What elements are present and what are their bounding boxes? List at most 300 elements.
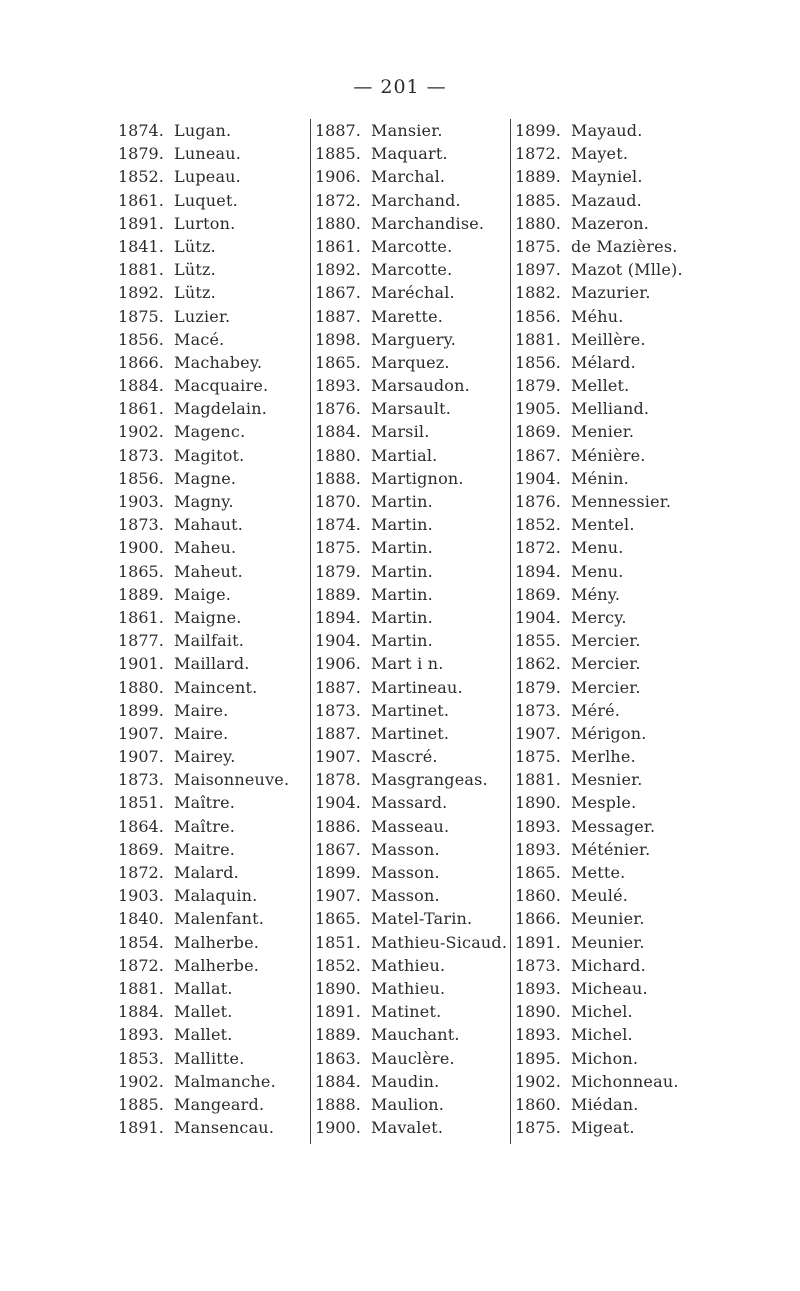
entry-name: Mart i n. xyxy=(371,654,444,674)
entry-name: Malard. xyxy=(174,863,239,882)
list-item xyxy=(511,142,691,165)
entry-name: Matel-Tarin. xyxy=(371,909,473,929)
entry-name: Mentel. xyxy=(571,515,635,535)
entry-year: 1907. xyxy=(315,886,361,906)
list-item xyxy=(511,536,691,559)
list-item xyxy=(118,258,308,281)
entry-year: 1890. xyxy=(315,978,361,998)
list-item xyxy=(511,1070,691,1093)
list-item xyxy=(311,1023,509,1046)
entry-name: Mercy. xyxy=(571,607,627,627)
entry-name: Mavalet. xyxy=(371,1118,444,1138)
list-item xyxy=(118,1000,308,1023)
entry-name: Martinet. xyxy=(371,723,450,743)
list-item xyxy=(118,513,308,536)
list-item xyxy=(118,1093,308,1116)
entry-name: Mallitte. xyxy=(174,1048,245,1068)
list-item xyxy=(118,838,308,861)
entry-year: 1889. xyxy=(118,584,164,604)
list-item xyxy=(118,745,308,768)
entry-name: Migeat. xyxy=(571,1118,635,1138)
entry-name: Maige. xyxy=(174,584,232,604)
entry-name: Marette. xyxy=(371,306,444,326)
entry-name: Malaquin. xyxy=(174,886,258,906)
list-item xyxy=(511,652,691,675)
entry-year: 1885. xyxy=(118,1094,164,1114)
entry-year: 1884. xyxy=(315,422,361,442)
entry-name: Meulé. xyxy=(571,886,629,906)
list-item xyxy=(511,490,691,513)
entry-year: 1873. xyxy=(515,700,561,720)
list-item xyxy=(511,1000,691,1023)
list-item xyxy=(511,513,691,536)
entry-year: 1875. xyxy=(315,538,361,558)
entry-name: Lugan. xyxy=(174,121,232,140)
entry-year: 1881. xyxy=(118,260,164,280)
list-item xyxy=(118,861,308,884)
entry-year: 1893. xyxy=(315,376,361,396)
list-item xyxy=(311,235,509,258)
entry-year: 1860. xyxy=(515,1094,561,1114)
entry-name: Michel. xyxy=(571,1002,633,1022)
entry-name: Martin. xyxy=(371,492,433,511)
entry-name: Mascré. xyxy=(371,747,438,767)
list-item xyxy=(311,444,509,467)
entry-name: Martignon. xyxy=(371,468,464,488)
entry-name: Martineau. xyxy=(371,677,463,697)
entry-name: Maire. xyxy=(174,700,229,720)
entry-name: Menier. xyxy=(571,422,635,442)
entry-name: Macé. xyxy=(174,329,225,349)
entry-year: 1872. xyxy=(515,538,561,558)
entry-name: Mélard. xyxy=(571,352,636,372)
list-item xyxy=(311,791,509,814)
list-item xyxy=(311,1047,509,1070)
entry-year: 1866. xyxy=(118,352,164,372)
entry-year: 1855. xyxy=(515,631,561,651)
list-item xyxy=(118,815,308,838)
entry-year: 1869. xyxy=(118,839,164,859)
entry-year: 1891. xyxy=(515,932,561,952)
list-item xyxy=(511,583,691,606)
list-item xyxy=(118,1023,308,1046)
list-item xyxy=(511,560,691,583)
entry-year: 1891. xyxy=(118,1118,164,1138)
entry-name: Marsaudon. xyxy=(371,376,470,396)
entry-year: 1867. xyxy=(315,283,361,303)
entry-year: 1873. xyxy=(118,445,164,465)
entry-year: 1861. xyxy=(118,607,164,627)
list-item xyxy=(511,467,691,490)
entry-year: 1885. xyxy=(515,190,561,210)
entry-name: Magenc. xyxy=(174,422,246,442)
entry-name: Méhu. xyxy=(571,306,624,326)
entry-name: Mathieu. xyxy=(371,978,446,998)
entry-year: 1901. xyxy=(118,654,164,674)
entry-name: Merlhe. xyxy=(571,747,636,767)
entry-year: 1886. xyxy=(315,816,361,836)
entry-name: Mailfait. xyxy=(174,631,245,651)
entry-name: Mazurier. xyxy=(571,283,651,303)
list-item xyxy=(311,861,509,884)
list-item xyxy=(511,1093,691,1116)
entry-year: 1876. xyxy=(315,399,361,419)
entry-name: Marchal. xyxy=(371,167,446,187)
entry-name: Magitot. xyxy=(174,445,245,465)
entry-year: 1907. xyxy=(118,747,164,767)
list-item xyxy=(118,606,308,629)
list-item xyxy=(511,1047,691,1070)
entry-year: 1856. xyxy=(515,306,561,326)
list-item xyxy=(311,142,509,165)
entry-name: Lütz. xyxy=(174,260,216,280)
entry-year: 1889. xyxy=(515,167,561,187)
column-3 xyxy=(510,119,691,1144)
entry-year: 1890. xyxy=(515,1002,561,1022)
list-item xyxy=(311,328,509,351)
list-item xyxy=(511,768,691,791)
entry-name: Marsil. xyxy=(371,422,430,442)
list-item xyxy=(118,954,308,977)
entry-year: 1893. xyxy=(118,1025,164,1045)
entry-name: Maître. xyxy=(174,816,236,836)
entry-year: 1873. xyxy=(315,700,361,720)
entry-name: Luzier. xyxy=(174,306,231,326)
list-item xyxy=(118,490,308,513)
list-item xyxy=(511,305,691,328)
entry-year: 1893. xyxy=(515,1025,561,1045)
entry-name: Marcotte. xyxy=(371,260,453,280)
entry-year: 1904. xyxy=(315,793,361,813)
entry-name: Martin. xyxy=(371,631,433,651)
entry-year: 1875. xyxy=(118,306,164,326)
entry-year: 1894. xyxy=(515,561,561,581)
list-item xyxy=(311,351,509,374)
list-item xyxy=(511,699,691,722)
entry-year: 1852. xyxy=(118,167,164,187)
entry-name: Mathieu. xyxy=(371,955,446,975)
entry-year: 1864. xyxy=(118,816,164,836)
list-item xyxy=(118,374,308,397)
list-item xyxy=(511,374,691,397)
list-item xyxy=(511,954,691,977)
entry-name: Maréchal. xyxy=(371,283,455,303)
entry-name: Mansencau. xyxy=(174,1118,275,1138)
entry-year: 1894. xyxy=(315,607,361,627)
entry-name: Malenfant. xyxy=(174,909,265,929)
entry-name: Mennessier. xyxy=(571,492,672,511)
entry-name: Martin. xyxy=(371,607,433,627)
list-item xyxy=(311,629,509,652)
entry-year: 1906. xyxy=(315,167,361,187)
list-item xyxy=(311,583,509,606)
entry-year: 1873. xyxy=(515,955,561,975)
entry-name: Malherbe. xyxy=(174,955,260,975)
list-item xyxy=(118,1116,308,1139)
list-item xyxy=(311,745,509,768)
entry-name: Mairey. xyxy=(174,747,236,767)
entry-year: 1874. xyxy=(118,121,164,140)
entry-name: Machabey. xyxy=(174,352,263,372)
entry-year: 1887. xyxy=(315,121,361,140)
entry-year: 1876. xyxy=(515,492,561,511)
list-item xyxy=(311,165,509,188)
entry-year: 1861. xyxy=(118,399,164,419)
entry-year: 1872. xyxy=(515,144,561,164)
entry-name: Masgrangeas. xyxy=(371,770,488,790)
list-item xyxy=(511,351,691,374)
list-item xyxy=(311,1000,509,1023)
entry-name: Maulion. xyxy=(371,1094,445,1114)
entry-year: 1875. xyxy=(515,747,561,767)
entry-name: Luneau. xyxy=(174,144,242,164)
entry-year: 1889. xyxy=(315,584,361,604)
entry-year: 1889. xyxy=(315,1025,361,1045)
entry-year: 1902. xyxy=(118,422,164,442)
entry-year: 1902. xyxy=(515,1071,561,1091)
entry-year: 1878. xyxy=(315,770,361,790)
entry-year: 1860. xyxy=(515,886,561,906)
entry-name: Malherbe. xyxy=(174,932,260,952)
list-item xyxy=(511,119,691,142)
entry-name: Mallet. xyxy=(174,1025,233,1045)
list-item xyxy=(118,444,308,467)
list-item xyxy=(118,467,308,490)
entry-year: 1893. xyxy=(515,816,561,836)
entry-year: 1877. xyxy=(118,631,164,651)
entry-name: Lurton. xyxy=(174,213,236,233)
entry-year: 1891. xyxy=(315,1002,361,1022)
entry-year: 1856. xyxy=(118,468,164,488)
entry-name: Mény. xyxy=(571,584,621,604)
list-item xyxy=(511,977,691,1000)
entry-year: 1903. xyxy=(118,492,164,511)
entry-year: 1869. xyxy=(515,584,561,604)
list-item xyxy=(118,397,308,420)
entry-year: 1891. xyxy=(118,213,164,233)
entry-name: Mahaut. xyxy=(174,515,243,535)
entry-name: Mallet. xyxy=(174,1002,233,1022)
entry-year: 1840. xyxy=(118,909,164,929)
entry-year: 1900. xyxy=(315,1118,361,1138)
list-item xyxy=(511,861,691,884)
entry-name: Maisonneuve. xyxy=(174,770,290,790)
entry-name: Mellet. xyxy=(571,376,630,396)
entry-year: 1887. xyxy=(315,677,361,697)
entry-year: 1900. xyxy=(118,538,164,558)
entry-year: 1866. xyxy=(515,909,561,929)
entry-name: Maheut. xyxy=(174,561,243,581)
entry-name: Mangeard. xyxy=(174,1094,265,1114)
list-item xyxy=(511,722,691,745)
entry-name: Mazeron. xyxy=(571,213,650,233)
entry-year: 1892. xyxy=(118,283,164,303)
entry-year: 1852. xyxy=(515,515,561,535)
entry-name: Masson. xyxy=(371,863,440,882)
list-item xyxy=(118,420,308,443)
entry-name: Miédan. xyxy=(571,1094,639,1114)
entry-name: Menu. xyxy=(571,538,624,558)
entry-year: 1905. xyxy=(515,399,561,419)
entry-year: 1872. xyxy=(118,955,164,975)
entry-year: 1870. xyxy=(315,492,361,511)
page-number: — 201 — xyxy=(353,76,447,98)
entry-name: Martin. xyxy=(371,561,433,581)
list-item xyxy=(311,977,509,1000)
entry-year: 1879. xyxy=(515,677,561,697)
entry-year: 1903. xyxy=(118,886,164,906)
list-item xyxy=(311,258,509,281)
entry-name: Mathieu-Sicaud. xyxy=(371,932,508,952)
list-item xyxy=(311,815,509,838)
list-item xyxy=(118,1047,308,1070)
entry-year: 1856. xyxy=(118,329,164,349)
list-item xyxy=(511,815,691,838)
list-item xyxy=(511,328,691,351)
list-item xyxy=(118,676,308,699)
entry-year: 1885. xyxy=(315,144,361,164)
entry-name: Maincent. xyxy=(174,677,258,697)
entry-year: 1888. xyxy=(315,1094,361,1114)
entry-name: Mercier. xyxy=(571,677,641,697)
entry-year: 1865. xyxy=(315,909,361,929)
list-item xyxy=(511,165,691,188)
entry-year: 1856. xyxy=(515,352,561,372)
entry-name: Maire. xyxy=(174,723,229,743)
list-item xyxy=(118,212,308,235)
list-item xyxy=(311,513,509,536)
list-item xyxy=(311,490,509,513)
list-item xyxy=(311,652,509,675)
list-item xyxy=(511,676,691,699)
entry-year: 1906. xyxy=(315,654,361,674)
list-item xyxy=(311,884,509,907)
entry-name: Mette. xyxy=(571,863,626,882)
entry-name: Mayniel. xyxy=(571,167,643,187)
entry-name: Maquart. xyxy=(371,144,448,164)
entry-name: Mercier. xyxy=(571,654,641,674)
entry-year: 1863. xyxy=(315,1048,361,1068)
list-item xyxy=(511,281,691,304)
entry-year: 1869. xyxy=(515,422,561,442)
entry-name: Martin. xyxy=(371,515,433,535)
list-item xyxy=(118,119,308,142)
list-item xyxy=(511,444,691,467)
entry-name: Mallat. xyxy=(174,978,233,998)
list-item xyxy=(311,467,509,490)
entry-name: Mansier. xyxy=(371,121,443,140)
entry-year: 1882. xyxy=(515,283,561,303)
name-list xyxy=(118,119,688,1144)
entry-year: 1884. xyxy=(118,1002,164,1022)
entry-year: 1887. xyxy=(315,723,361,743)
entry-name: Magny. xyxy=(174,492,234,511)
entry-name: Massard. xyxy=(371,793,448,813)
list-item xyxy=(311,699,509,722)
entry-year: 1879. xyxy=(515,376,561,396)
entry-name: Mazot (Mlle). xyxy=(571,260,683,280)
entry-name: Micheau. xyxy=(571,978,648,998)
list-item xyxy=(511,1023,691,1046)
entry-year: 1907. xyxy=(118,723,164,743)
entry-name: Melliand. xyxy=(571,399,650,419)
entry-name: Matinet. xyxy=(371,1002,442,1022)
list-item xyxy=(118,583,308,606)
list-item xyxy=(311,536,509,559)
list-item xyxy=(511,420,691,443)
list-item xyxy=(311,281,509,304)
list-item xyxy=(118,629,308,652)
entry-name: Mérigon. xyxy=(571,723,647,743)
list-item xyxy=(118,189,308,212)
entry-year: 1907. xyxy=(515,723,561,743)
list-item xyxy=(118,791,308,814)
entry-name: Lütz. xyxy=(174,283,216,303)
entry-year: 1879. xyxy=(118,144,164,164)
entry-year: 1880. xyxy=(515,213,561,233)
entry-name: Marcotte. xyxy=(371,236,453,256)
entry-name: Maître. xyxy=(174,793,236,813)
list-item xyxy=(118,768,308,791)
list-item xyxy=(118,328,308,351)
entry-year: 1899. xyxy=(118,700,164,720)
list-item xyxy=(311,768,509,791)
entry-name: Maheu. xyxy=(174,538,237,558)
entry-name: Marquez. xyxy=(371,352,450,372)
list-item xyxy=(511,745,691,768)
entry-name: Martial. xyxy=(371,445,438,465)
list-item xyxy=(511,629,691,652)
entry-year: 1875. xyxy=(515,1118,561,1138)
list-item xyxy=(311,838,509,861)
entry-name: Messager. xyxy=(571,816,656,836)
list-item xyxy=(118,536,308,559)
entry-name: Mazaud. xyxy=(571,190,642,210)
list-item xyxy=(118,931,308,954)
list-item xyxy=(118,165,308,188)
list-item xyxy=(311,1116,509,1139)
list-item xyxy=(118,977,308,1000)
entry-name: Michel. xyxy=(571,1025,633,1045)
entry-year: 1904. xyxy=(315,631,361,651)
entry-year: 1899. xyxy=(515,121,561,140)
list-item xyxy=(311,954,509,977)
entry-name: Marchandise. xyxy=(371,213,485,233)
entry-name: Magne. xyxy=(174,468,237,488)
entry-year: 1898. xyxy=(315,329,361,349)
list-item xyxy=(118,699,308,722)
entry-year: 1881. xyxy=(118,978,164,998)
list-item xyxy=(311,212,509,235)
entry-year: 1865. xyxy=(515,863,561,882)
entry-name: Mauclère. xyxy=(371,1048,455,1068)
list-item xyxy=(511,1116,691,1139)
entry-year: 1874. xyxy=(315,515,361,535)
list-item xyxy=(511,931,691,954)
list-item xyxy=(118,281,308,304)
entry-year: 1907. xyxy=(315,747,361,767)
entry-year: 1884. xyxy=(315,1071,361,1091)
entry-name: Mesple. xyxy=(571,793,637,813)
entry-name: Mayet. xyxy=(571,144,629,164)
entry-year: 1841. xyxy=(118,236,164,256)
entry-year: 1904. xyxy=(515,468,561,488)
entry-year: 1865. xyxy=(315,352,361,372)
list-item xyxy=(311,676,509,699)
entry-year: 1904. xyxy=(515,607,561,627)
entry-name: Maitre. xyxy=(174,839,236,859)
entry-name: Michonneau. xyxy=(571,1071,679,1091)
